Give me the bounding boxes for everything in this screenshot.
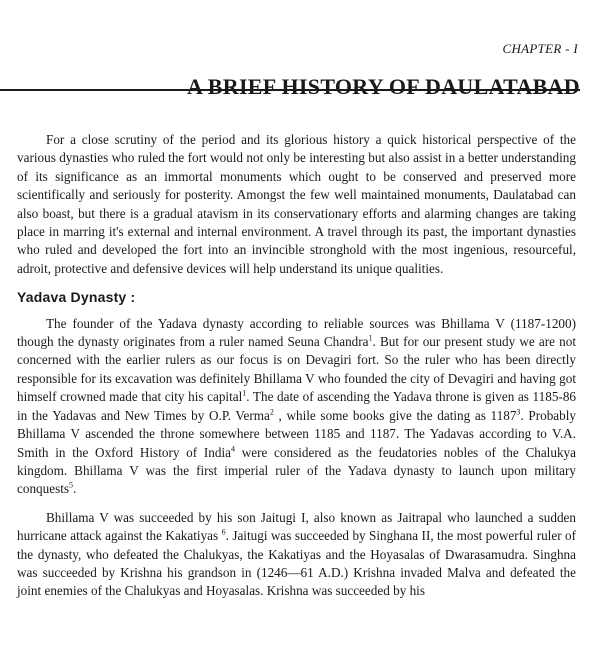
footnote-ref: 3 (516, 407, 521, 417)
footnote-ref: 6 (221, 527, 226, 537)
body-text (17, 131, 576, 611)
text-run: were considered as the feudatories nobles of the Chalukya kingdom. Bhillama V was the first imperial ruler of the Yadava dynasty to launch upon military conquests (17, 444, 576, 497)
text-run: . (73, 481, 77, 497)
section-heading: Yadava Dynasty : (17, 289, 136, 306)
chapter-title: A BRIEF HISTORY OF DAULATABAD (187, 73, 580, 99)
text-run: . Jaitugi was succeeded by Singhana II, the most powerful ruler of the dynasty, who defeated the Chalukyas, the Kakatiyas and the Hoyasalas of Dwarasamudra. Singhna was succeeded by Krishna his grandson in (1246—61 A.D.) Krishna invaded Malva and defeated the joint enemies of the Chalukyas and Hoyasalas. Krishna was succeeded by his (17, 528, 576, 599)
title-underline (0, 89, 580, 91)
text-run: , while some books give the dating as 1187 (273, 407, 517, 423)
text-run: . Probably Bhillama V ascended the throne somewhere between 1185 and 1187. The Yadavas according to V.A. Smith in the Oxford History of India (17, 407, 577, 460)
footnote-ref: 2 (269, 407, 274, 417)
text-run: The founder of the Yadava dynasty according to reliable sources was Bhillama V (1187-1200) though the dynasty originates from a ruler named Seuna Chandra (17, 315, 576, 350)
text-run: . The date of ascending the Yadava throne is given as 1185-86 in the Yadavas and New Times by O.P. Verma (17, 389, 577, 423)
text-run: . But for our present study we are not concerned with the earlier rulers as our focus is on Devagiri fort. So the ruler who has been directly responsible for its excavation was definitely Bhillama V who founded the city of Devagiri and having got himself crowned made that city his capital (17, 334, 576, 405)
yadava-paragraph-2 (17, 509, 576, 601)
footnote-ref: 5 (69, 480, 74, 490)
yadava-paragraph-1 (17, 315, 576, 499)
intro-paragraph: For a close scrutiny of the period and its glorious history a quick historical perspective of the various dynasties who ruled the fort would not only be interesting but also assist in a better understanding of its significance as an immortal monuments which ought to be conserved and preserved more scientifically and seriously for posterity. Amongst the few well maintained monuments, Daulatabad can also boast, but there is a gradual atavism in its conservationary efforts and alarming changes are taking place in marring it's external and internal environment. A travel through its past, the important dynasties who ruled and developed the fort into an invincible stronghold with the most ingenious, resourceful, adroit, protective and defensive devices will help understand its unique qualities. (17, 132, 576, 276)
text-run: Bhillama V was succeeded by his son Jaitugi I, also known as Jaitrapal who launched a sudden hurricane attack against the Kakatiyas (17, 509, 576, 544)
footnote-ref: 4 (230, 444, 235, 454)
footnote-ref: 1 (368, 333, 373, 343)
chapter-label: CHAPTER - I (502, 41, 578, 56)
footnote-ref: 1 (242, 388, 247, 398)
